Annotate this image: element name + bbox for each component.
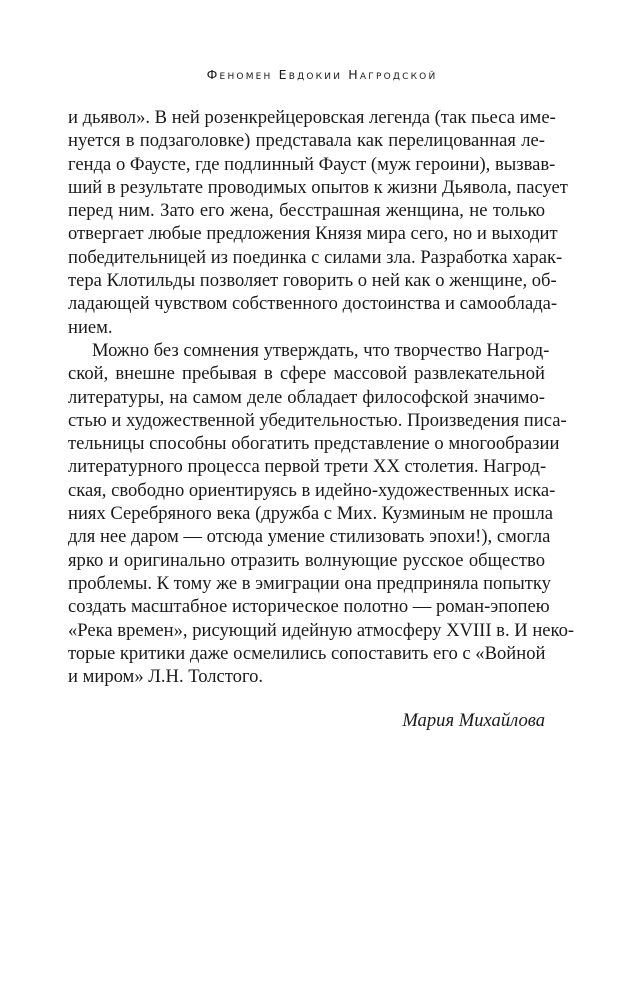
- text-line: для нее даром — отсюда умение стилизовать эпохи!), смогла: [68, 526, 551, 548]
- text-line: тера Клотильды позволяет говорить о ней как о женщине, об-: [68, 270, 557, 292]
- text-line: генда о Фаусте, где подлинный Фауст (муж героини), вызвав-: [68, 153, 556, 175]
- text-line: литературного процесса первой трети XX столетия. Нагрод-: [68, 456, 547, 478]
- author-signature: Мария Михайлова: [402, 710, 545, 731]
- text-line: ской, внешне пребывая в сфере массовой развлекательной: [68, 363, 545, 385]
- text-line: «Река времен», рисующий идейную атмосферу XVIII в. И неко-: [68, 619, 575, 641]
- text-line: литературы, на самом деле обладает философской значимо-: [68, 386, 545, 408]
- text-line: ший в результате проводимых опытов к жизни Дьявола, пасует: [68, 176, 568, 198]
- text-line: создать масштабное историческое полотно — роман-эпопею: [68, 596, 550, 618]
- paragraph-1: [68, 106, 568, 339]
- text-line: проблемы. К тому же в эмиграции она предприняла попытку: [68, 572, 551, 594]
- text-line: ярко и оригинально отразить волнующие русское общество: [68, 549, 545, 571]
- text-line: нием.: [68, 316, 113, 338]
- text-line: Можно без сомнения утверждать, что творчество Нагрод-: [92, 339, 550, 361]
- text-line: нуется в подзаголовке) представала как перелицованная ле-: [68, 130, 545, 152]
- paragraph-2: [68, 339, 575, 688]
- text-line: тельницы способны обогатить представление о многообразии: [68, 433, 560, 455]
- text-line: и миром» Л.Н. Толстого.: [68, 666, 264, 688]
- text-line: ладающей чувством собственного достоинства и самооблада-: [68, 293, 558, 315]
- text-line: стью и художественной убедительностью. Произведения писа-: [68, 409, 567, 431]
- body-text: [68, 106, 575, 688]
- text-line: и дьявол». В ней розенкрейцеровская легенда (так пьеса име-: [68, 107, 556, 128]
- text-line: торые критики даже осмелились сопоставить его с «Войной: [68, 642, 546, 664]
- text-line: ниях Серебряного века (дружба с Мих. Кузминым не прошла: [68, 503, 553, 525]
- text-line: победительницей из поединка с силами зла. Разработка харак-: [68, 246, 563, 268]
- text-line: ская, свободно ориентируясь в идейно-художественных иска-: [68, 479, 556, 501]
- text-line: перед ним. Зато его жена, бесстрашная женщина, не только: [68, 200, 545, 222]
- text-line: отвергает любые предложения Князя мира сего, но и выходит: [68, 223, 558, 245]
- running-head: Феномен Евдокии Нагродской: [206, 67, 438, 82]
